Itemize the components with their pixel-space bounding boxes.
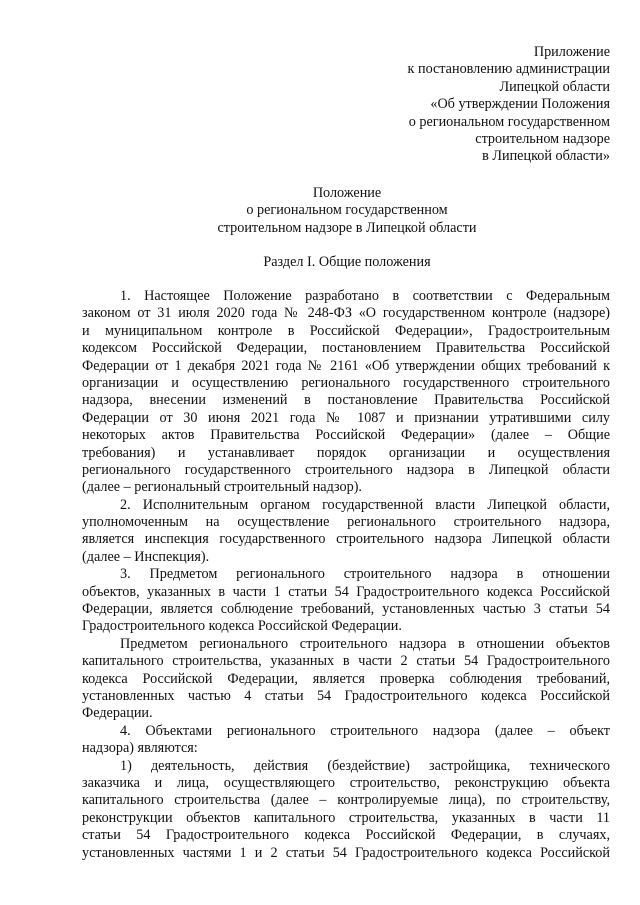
paragraph-line: капитального строительства (далее – контролируемые лица), по строительству, <box>82 792 610 809</box>
section-heading: Раздел I. Общие положения <box>263 254 431 270</box>
paragraph-line: 1. Настоящее Положение разработано в соответствии с Федеральным <box>120 288 610 304</box>
appendix-line: «Об утверждении Положения <box>430 96 610 113</box>
paragraph-line: и муниципальном контроле в Российской Федерации», Градостроительным <box>82 322 610 339</box>
paragraph-line: регионального государственного строительного надзора в Липецкой области <box>82 461 610 478</box>
paragraph-line: статьи 54 Градостроительного кодекса Российской Федерации, в случаях, <box>82 827 610 844</box>
paragraph-line: установленных частями 1 и 2 статьи 54 Градостроительного кодекса Российской <box>82 844 610 861</box>
paragraph-line: Федерации. <box>82 705 153 722</box>
paragraph-line: Федерации, является соблюдение требований, установленных частью 3 статьи 54 <box>82 601 610 618</box>
title-line: Положение <box>312 185 382 201</box>
paragraph-line: заказчика и лица, осуществляющего строительство, реконструкцию объекта <box>82 774 610 791</box>
paragraph-line: (далее – региональный строительный надзор). <box>82 479 362 496</box>
paragraph-line: законом от 31 июля 2020 года № 248-ФЗ «О государственном контроле (надзоре) <box>82 305 610 322</box>
appendix-line: строительном надзоре <box>475 131 610 148</box>
paragraph-line: объектов, указанных в части 1 статьи 54 Градостроительного кодекса Российской <box>82 583 610 600</box>
paragraph-line: реконструкции объектов капитального строительства, указанных в части 11 <box>82 809 610 826</box>
paragraph <box>82 723 610 758</box>
document-title <box>82 185 612 237</box>
paragraph-line: надзора) являются: <box>82 740 198 757</box>
paragraph-line: является инспекция государственного строительного надзора Липецкой области <box>82 531 610 548</box>
paragraph <box>82 566 610 636</box>
paragraph-line: капитального строительства, указанных в части 2 статьи 54 Градостроительного <box>82 653 610 670</box>
appendix-line: Липецкой области <box>499 78 610 95</box>
paragraph-line: 1) деятельность, действия (бездействие) застройщика, технического <box>120 757 610 774</box>
paragraph-line: Предметом регионального строительного надзора в отношении объектов <box>120 635 610 652</box>
paragraph-line: Федерации от 30 июня 2021 года № 1087 и признании утратившими силу <box>82 409 610 426</box>
paragraph <box>82 636 610 723</box>
paragraph-line: Градостроительного кодекса Российской Федерации. <box>82 618 402 635</box>
paragraph-line: 3. Предметом регионального строительного надзора в отношении <box>120 566 610 583</box>
document-body <box>82 288 610 862</box>
paragraph-line: установленных частью 4 статьи 54 Градостроительного кодекса Российской <box>82 687 610 704</box>
paragraph-line: некоторых актов Правительства Российской Федерации» (далее – Общие <box>82 427 610 444</box>
paragraph-line: надзора, внесении изменений в постановление Правительства Российской <box>82 392 610 409</box>
appendix-line: в Липецкой области» <box>482 148 610 165</box>
paragraph-line: кодексом Российской Федерации, постановлением Правительства Российской <box>82 340 610 357</box>
paragraph-line: организации и осуществлению регионального государственного строительного <box>82 374 610 391</box>
title-line: строительном надзоре в Липецкой области <box>217 219 477 236</box>
appendix-block <box>330 44 610 166</box>
appendix-line: Приложение <box>533 44 610 60</box>
paragraph-line: 4. Объектами регионального строительного надзора (далее – объект <box>120 722 610 739</box>
paragraph-line: 2. Исполнительным органом государственной власти Липецкой области, <box>120 496 610 513</box>
appendix-line: о региональном государственном <box>408 113 610 130</box>
paragraph-line: требования) и устанавливает порядок организации и осуществления <box>82 444 610 461</box>
appendix-line: к постановлению администрации <box>407 61 610 78</box>
paragraph-line: (далее – Инспекция). <box>82 548 210 565</box>
title-line: о региональном государственном <box>246 202 448 219</box>
paragraph-line: Федерации от 1 декабря 2021 года № 2161 «Об утверждении общих требований к <box>82 357 610 374</box>
paragraph-line: кодекса Российской Федерации, является проверка соблюдения требований, <box>82 670 610 687</box>
paragraph <box>82 288 610 497</box>
paragraph <box>82 758 610 862</box>
paragraph <box>82 497 610 567</box>
paragraph-line: уполномоченным на осуществление регионального строительного надзора, <box>82 514 610 531</box>
